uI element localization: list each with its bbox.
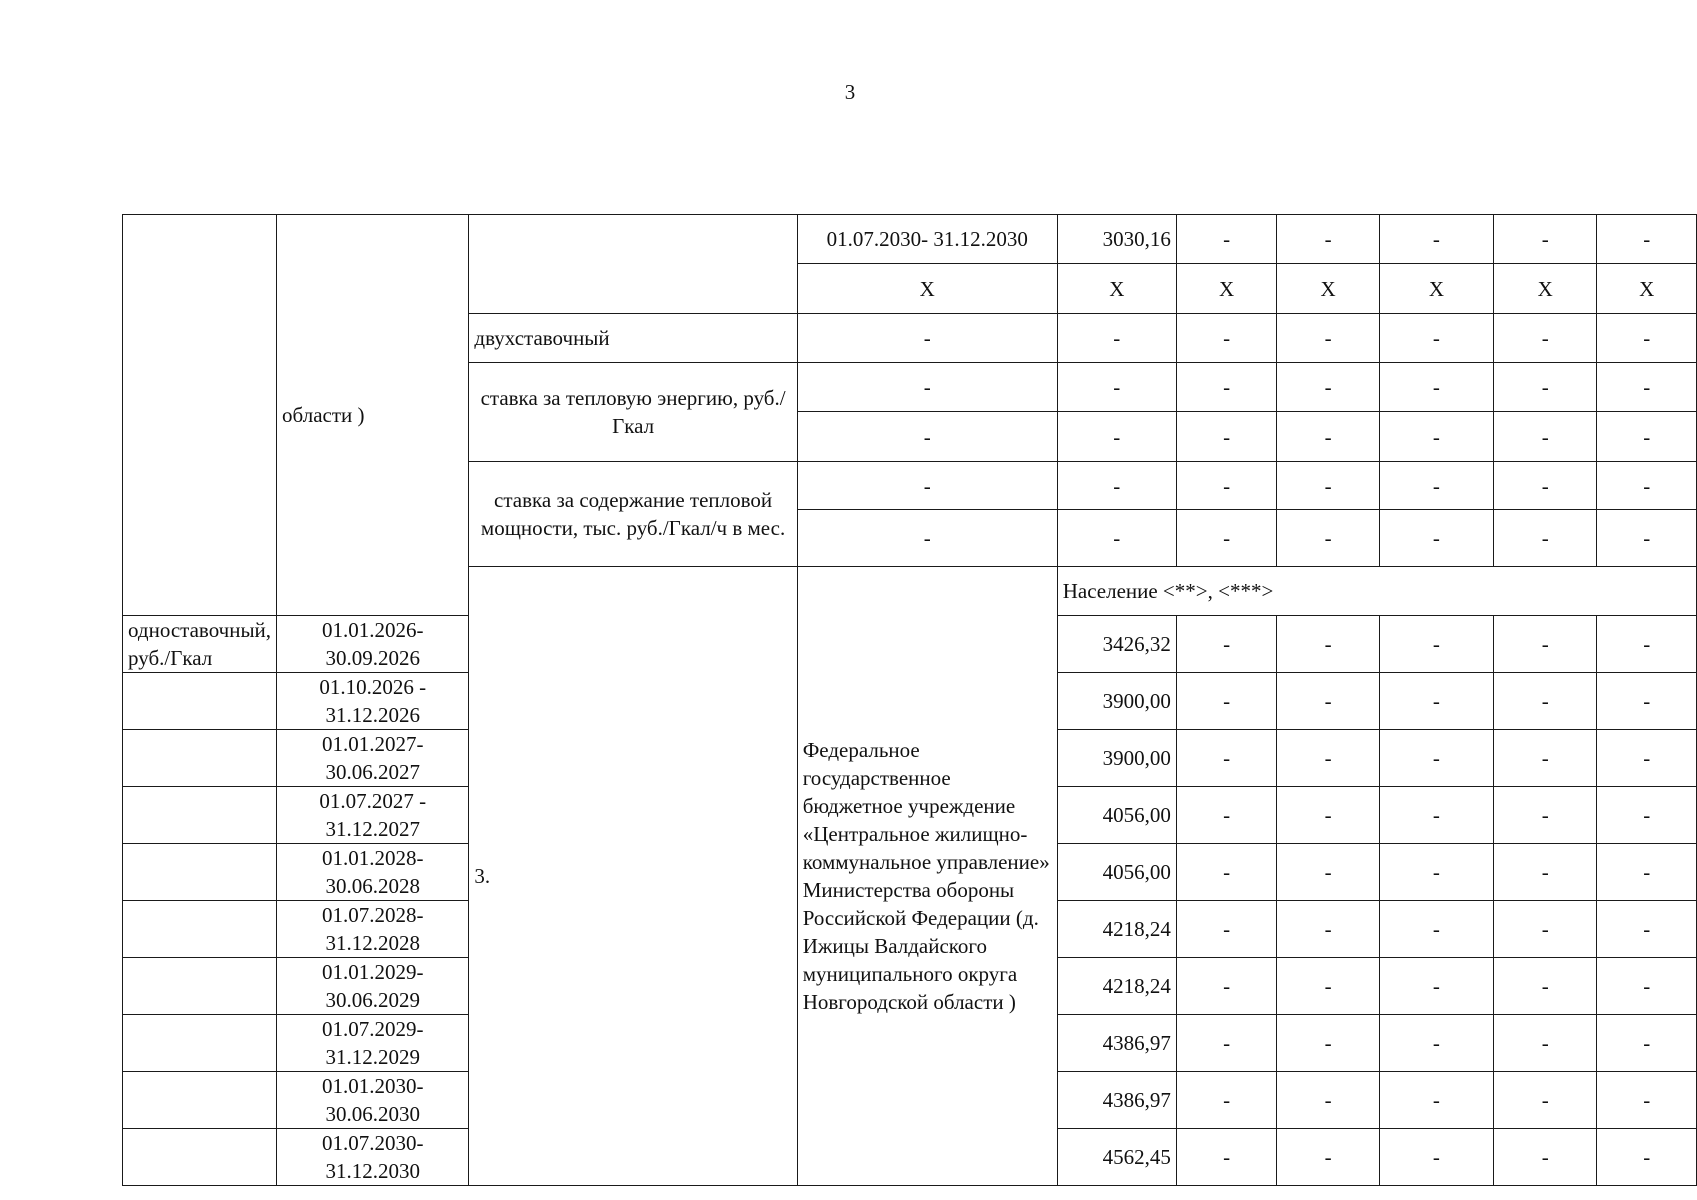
period-cell: 01.01.2026- 30.09.2026 bbox=[277, 616, 469, 673]
row-number-cell: 3. bbox=[469, 567, 797, 1186]
dash-cell: - bbox=[1176, 958, 1276, 1015]
category-cell bbox=[123, 844, 277, 901]
value-cell: 4056,00 bbox=[1057, 787, 1176, 844]
dash-cell: - bbox=[797, 462, 1057, 510]
dash-cell: - bbox=[1597, 412, 1697, 462]
value-cell: 4218,24 bbox=[1057, 958, 1176, 1015]
value-cell: 4218,24 bbox=[1057, 901, 1176, 958]
value-cell: 3030,16 bbox=[1057, 215, 1176, 264]
dash-cell: - bbox=[1379, 462, 1493, 510]
value-cell: 4386,97 bbox=[1057, 1072, 1176, 1129]
dash-cell: - bbox=[1379, 510, 1493, 567]
value-cell: 4056,00 bbox=[1057, 844, 1176, 901]
value-cell: 3426,32 bbox=[1057, 616, 1176, 673]
dash-cell: - bbox=[1597, 363, 1697, 412]
dash-cell: - bbox=[1277, 1015, 1379, 1072]
dash-cell: - bbox=[1379, 363, 1493, 412]
period-cell: 01.01.2030- 30.06.2030 bbox=[277, 1072, 469, 1129]
dash-cell: - bbox=[1277, 616, 1379, 673]
category-cell bbox=[469, 215, 797, 314]
dash-cell: - bbox=[1277, 1072, 1379, 1129]
dash-cell: - bbox=[1494, 462, 1597, 510]
dash-cell: - bbox=[797, 363, 1057, 412]
dash-cell: - bbox=[1176, 215, 1276, 264]
dash-cell: - bbox=[1176, 1129, 1276, 1186]
dash-cell: - bbox=[1277, 215, 1379, 264]
dash-cell: - bbox=[1597, 901, 1697, 958]
dash-cell: - bbox=[1494, 958, 1597, 1015]
value-cell: 3900,00 bbox=[1057, 673, 1176, 730]
x-cell: X bbox=[1494, 264, 1597, 314]
period-cell: 01.01.2027- 30.06.2027 bbox=[277, 730, 469, 787]
dash-cell: - bbox=[1597, 1072, 1697, 1129]
dash-cell: - bbox=[1597, 462, 1697, 510]
dash-cell: - bbox=[1494, 1015, 1597, 1072]
dash-cell: - bbox=[1494, 673, 1597, 730]
dash-cell: - bbox=[1277, 730, 1379, 787]
dash-cell: - bbox=[1379, 314, 1493, 363]
dash-cell: - bbox=[1379, 412, 1493, 462]
tariff-table bbox=[122, 214, 1697, 1186]
dash-cell: - bbox=[1379, 616, 1493, 673]
dash-cell: - bbox=[1597, 510, 1697, 567]
period-cell: 01.07.2030- 31.12.2030 bbox=[797, 215, 1057, 264]
period-cell: 01.07.2027 - 31.12.2027 bbox=[277, 787, 469, 844]
dash-cell: - bbox=[1057, 412, 1176, 462]
dash-cell: - bbox=[1379, 673, 1493, 730]
period-cell: 01.10.2026 - 31.12.2026 bbox=[277, 673, 469, 730]
dash-cell: - bbox=[1277, 1129, 1379, 1186]
dash-cell: - bbox=[1494, 1129, 1597, 1186]
dash-cell: - bbox=[1597, 673, 1697, 730]
x-cell: X bbox=[1379, 264, 1493, 314]
table-row bbox=[123, 215, 1697, 264]
x-cell: X bbox=[1277, 264, 1379, 314]
dash-cell: - bbox=[1176, 844, 1276, 901]
dash-cell: - bbox=[1277, 787, 1379, 844]
value-cell: 3900,00 bbox=[1057, 730, 1176, 787]
x-cell: X bbox=[1597, 264, 1697, 314]
dash-cell: - bbox=[1176, 1015, 1276, 1072]
dash-cell: - bbox=[1494, 412, 1597, 462]
dash-cell: - bbox=[1379, 730, 1493, 787]
category-cell bbox=[123, 1072, 277, 1129]
dash-cell: - bbox=[1494, 363, 1597, 412]
dash-cell: - bbox=[1379, 844, 1493, 901]
category-cell bbox=[123, 901, 277, 958]
dash-cell: - bbox=[1176, 616, 1276, 673]
dash-cell: - bbox=[1057, 462, 1176, 510]
period-cell: 01.07.2028- 31.12.2028 bbox=[277, 901, 469, 958]
dash-cell: - bbox=[1494, 510, 1597, 567]
value-cell: 4562,45 bbox=[1057, 1129, 1176, 1186]
category-cell bbox=[123, 673, 277, 730]
dash-cell: - bbox=[1597, 215, 1697, 264]
period-cell: 01.01.2028- 30.06.2028 bbox=[277, 844, 469, 901]
dash-cell: - bbox=[1277, 958, 1379, 1015]
dash-cell: - bbox=[1494, 787, 1597, 844]
period-cell: 01.07.2030- 31.12.2030 bbox=[277, 1129, 469, 1186]
dash-cell: - bbox=[1379, 958, 1493, 1015]
category-cell bbox=[123, 958, 277, 1015]
dash-cell: - bbox=[1176, 901, 1276, 958]
dash-cell: - bbox=[1597, 844, 1697, 901]
dash-cell: - bbox=[1277, 462, 1379, 510]
category-cell bbox=[123, 787, 277, 844]
dash-cell: - bbox=[1277, 412, 1379, 462]
x-cell: X bbox=[1057, 264, 1176, 314]
single-rate-label: одноставочный, руб./Гкал bbox=[123, 616, 277, 673]
value-cell: 4386,97 bbox=[1057, 1015, 1176, 1072]
dash-cell: - bbox=[1379, 787, 1493, 844]
page-number: 3 bbox=[844, 80, 856, 104]
dash-cell: - bbox=[1379, 901, 1493, 958]
dash-cell: - bbox=[1597, 730, 1697, 787]
dash-cell: - bbox=[1494, 616, 1597, 673]
dash-cell: - bbox=[1597, 787, 1697, 844]
dash-cell: - bbox=[1597, 1015, 1697, 1072]
dash-cell: - bbox=[1494, 844, 1597, 901]
dash-cell: - bbox=[1494, 215, 1597, 264]
dash-cell: - bbox=[1379, 215, 1493, 264]
dash-cell: - bbox=[797, 314, 1057, 363]
heat-rate-label: ставка за тепловую энергию, руб./Гкал bbox=[469, 363, 797, 462]
dash-cell: - bbox=[797, 412, 1057, 462]
dash-cell: - bbox=[1277, 901, 1379, 958]
dash-cell: - bbox=[1176, 787, 1276, 844]
dash-cell: - bbox=[1597, 1129, 1697, 1186]
dash-cell: - bbox=[1176, 1072, 1276, 1129]
dash-cell: - bbox=[1057, 363, 1176, 412]
dash-cell: - bbox=[1176, 462, 1276, 510]
dash-cell: - bbox=[1176, 730, 1276, 787]
dash-cell: - bbox=[1057, 510, 1176, 567]
period-cell: 01.07.2029- 31.12.2029 bbox=[277, 1015, 469, 1072]
capacity-rate-label: ставка за содержание тепловой мощности, тыс. руб./Гкал/ч в мес. bbox=[469, 462, 797, 567]
dash-cell: - bbox=[1494, 314, 1597, 363]
dash-cell: - bbox=[1597, 958, 1697, 1015]
category-cell bbox=[123, 1129, 277, 1186]
dash-cell: - bbox=[1597, 314, 1697, 363]
x-cell: X bbox=[797, 264, 1057, 314]
dash-cell: - bbox=[1494, 730, 1597, 787]
dash-cell: - bbox=[1379, 1072, 1493, 1129]
x-cell: X bbox=[1176, 264, 1276, 314]
dash-cell: - bbox=[1176, 673, 1276, 730]
dash-cell: - bbox=[1494, 901, 1597, 958]
dash-cell: - bbox=[1057, 314, 1176, 363]
dash-cell: - bbox=[1176, 510, 1276, 567]
dash-cell: - bbox=[1277, 844, 1379, 901]
dash-cell: - bbox=[1176, 314, 1276, 363]
dash-cell: - bbox=[1597, 616, 1697, 673]
dash-cell: - bbox=[1379, 1015, 1493, 1072]
row-number-cell bbox=[123, 215, 277, 616]
dash-cell: - bbox=[797, 510, 1057, 567]
dash-cell: - bbox=[1277, 363, 1379, 412]
population-label: Население <**>, <***> bbox=[1057, 567, 1696, 616]
category-cell bbox=[123, 1015, 277, 1072]
dash-cell: - bbox=[1494, 1072, 1597, 1129]
org-name-cell: Федеральное государственное бюджетное учреждение «Центральное жилищно-коммунальное управление» Министерства обороны Российской Федерации (д. Ижицы Валдайского муниципального округа Новгородской области ) bbox=[797, 567, 1057, 1186]
two-rate-label: двухставочный bbox=[469, 314, 797, 363]
dash-cell: - bbox=[1176, 412, 1276, 462]
dash-cell: - bbox=[1277, 510, 1379, 567]
dash-cell: - bbox=[1277, 673, 1379, 730]
dash-cell: - bbox=[1176, 363, 1276, 412]
category-cell bbox=[123, 730, 277, 787]
period-cell: 01.01.2029- 30.06.2029 bbox=[277, 958, 469, 1015]
dash-cell: - bbox=[1379, 1129, 1493, 1186]
org-name-cell: области ) bbox=[277, 215, 469, 616]
dash-cell: - bbox=[1277, 314, 1379, 363]
